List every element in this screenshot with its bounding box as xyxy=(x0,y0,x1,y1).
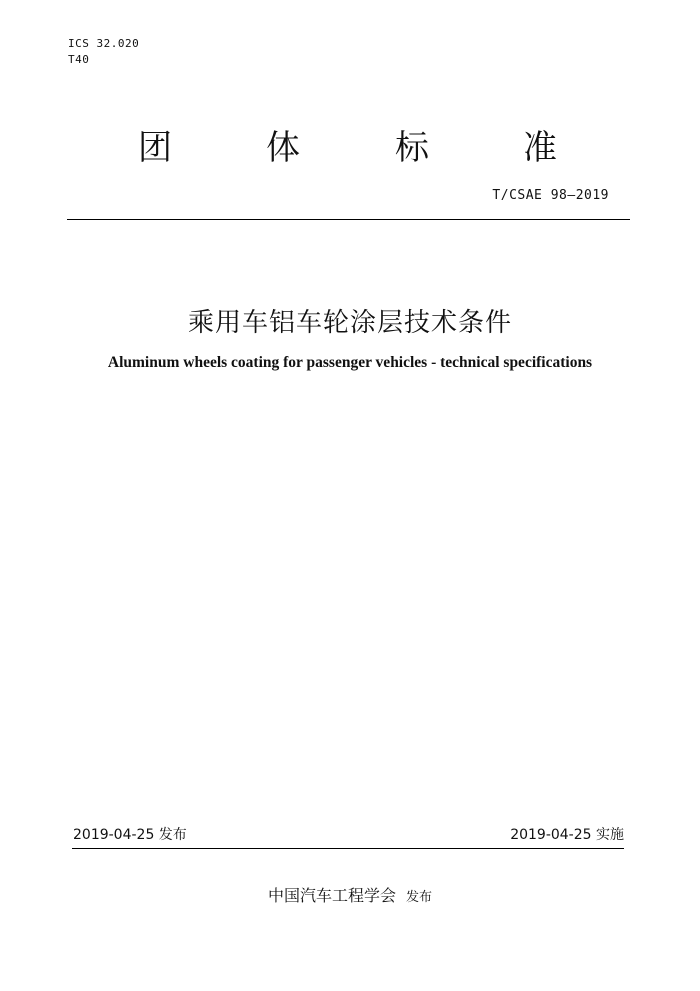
title-chinese: 乘用车铝车轮涂层技术条件 xyxy=(187,308,512,338)
doc-type-char: 准 xyxy=(523,128,557,168)
footer-divider xyxy=(72,848,624,849)
doc-type-char: 团 xyxy=(138,128,172,168)
document-type-heading xyxy=(0,126,700,170)
header-divider xyxy=(67,219,630,220)
publisher-suffix: 发布 xyxy=(406,890,433,905)
ics-code: ICS 32.020 xyxy=(68,37,140,50)
publisher-name: 中国汽车工程学会 xyxy=(267,886,396,905)
standard-number: T/CSAE 98—2019 xyxy=(492,188,609,203)
classification-codes xyxy=(68,36,139,68)
title-english: Aluminum wheels coating for passenger vehicles - technical specifications xyxy=(107,354,593,371)
doc-type-char: 体 xyxy=(266,128,300,168)
publisher-line xyxy=(0,883,700,906)
implement-date: 2019-04-25 实施 xyxy=(510,827,624,843)
ccs-code: T40 xyxy=(68,53,90,66)
publish-date: 2019-04-25 发布 xyxy=(73,827,187,843)
doc-type-char: 标 xyxy=(395,128,429,168)
